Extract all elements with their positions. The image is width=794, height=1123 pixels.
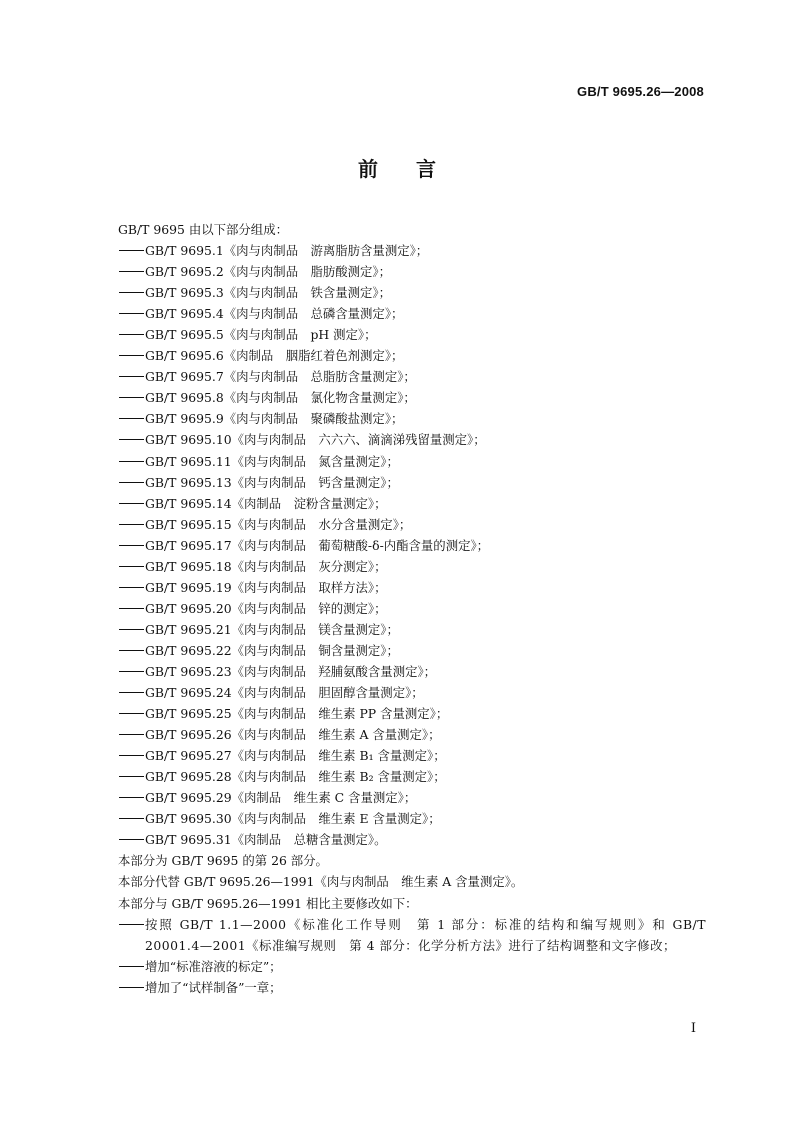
list-item: GB/T 9695.26《肉与肉制品 维生素 A 含量测定》； bbox=[118, 724, 706, 745]
em-dash-mark bbox=[118, 661, 145, 682]
page-number: I bbox=[690, 1021, 696, 1036]
em-dash-mark bbox=[118, 787, 145, 808]
list-item: GB/T 9695.15《肉与肉制品 水分含量测定》； bbox=[118, 514, 706, 535]
em-dash-mark bbox=[118, 724, 145, 745]
em-dash-mark bbox=[118, 956, 145, 977]
em-dash-mark bbox=[118, 240, 145, 261]
parts-list bbox=[118, 240, 706, 850]
em-dash-mark bbox=[118, 514, 145, 535]
em-dash-mark bbox=[118, 977, 145, 998]
em-dash-mark bbox=[118, 640, 145, 661]
em-dash-mark bbox=[118, 261, 145, 282]
list-item: GB/T 9695.24《肉与肉制品 胆固醇含量测定》； bbox=[118, 682, 706, 703]
list-item: GB/T 9695.1《肉与肉制品 游离脂肪含量测定》； bbox=[118, 240, 706, 261]
list-item: GB/T 9695.9《肉与肉制品 聚磷酸盐测定》； bbox=[118, 408, 706, 429]
replaces-statement: 本部分代替 GB/T 9695.26—1991《肉与肉制品 维生素 A 含量测定》。 bbox=[118, 874, 524, 890]
foreword-body bbox=[118, 219, 706, 998]
em-dash-mark bbox=[118, 387, 145, 408]
list-item: GB/T 9695.30《肉与肉制品 维生素 E 含量测定》； bbox=[118, 808, 706, 829]
changes-list bbox=[118, 914, 706, 998]
em-dash-mark bbox=[118, 745, 145, 766]
list-item: GB/T 9695.21《肉与肉制品 镁含量测定》； bbox=[118, 619, 706, 640]
em-dash-mark bbox=[118, 556, 145, 577]
em-dash-mark bbox=[118, 282, 145, 303]
em-dash-mark bbox=[118, 598, 145, 619]
list-item: GB/T 9695.25《肉与肉制品 维生素 PP 含量测定》； bbox=[118, 703, 706, 724]
list-item: GB/T 9695.4《肉与肉制品 总磷含量测定》； bbox=[118, 303, 706, 324]
changes-intro: 本部分与 GB/T 9695.26—1991 相比主要修改如下： bbox=[118, 895, 418, 911]
list-item: GB/T 9695.18《肉与肉制品 灰分测定》； bbox=[118, 556, 706, 577]
list-item: GB/T 9695.22《肉与肉制品 铜含量测定》； bbox=[118, 640, 706, 661]
em-dash-mark bbox=[118, 493, 145, 514]
list-item: GB/T 9695.3《肉与肉制品 铁含量测定》； bbox=[118, 282, 706, 303]
em-dash-mark bbox=[118, 829, 145, 850]
em-dash-mark bbox=[118, 472, 145, 493]
list-item: GB/T 9695.14《肉制品 淀粉含量测定》； bbox=[118, 493, 706, 514]
list-item: GB/T 9695.23《肉与肉制品 羟脯氨酸含量测定》； bbox=[118, 661, 706, 682]
page-title: 前言 bbox=[358, 157, 474, 181]
em-dash-mark bbox=[118, 535, 145, 556]
list-item: GB/T 9695.19《肉与肉制品 取样方法》； bbox=[118, 577, 706, 598]
em-dash-mark bbox=[118, 577, 145, 598]
list-item: GB/T 9695.6《肉制品 胭脂红着色剂测定》； bbox=[118, 345, 706, 366]
em-dash-mark bbox=[118, 324, 145, 345]
em-dash-mark bbox=[118, 808, 145, 829]
em-dash-mark bbox=[118, 703, 145, 724]
list-item: GB/T 9695.29《肉制品 维生素 C 含量测定》； bbox=[118, 787, 706, 808]
list-item: GB/T 9695.2《肉与肉制品 脂肪酸测定》； bbox=[118, 261, 706, 282]
em-dash-mark bbox=[118, 366, 145, 387]
intro-line: GB/T 9695 由以下部分组成： bbox=[118, 222, 288, 237]
em-dash-mark bbox=[118, 429, 145, 450]
em-dash-mark bbox=[118, 408, 145, 429]
em-dash-mark bbox=[118, 914, 145, 956]
list-item: 增加了“试样制备”一章； bbox=[118, 977, 706, 998]
list-item: GB/T 9695.17《肉与肉制品 葡萄糖酸-δ-内酯含量的测定》； bbox=[118, 535, 706, 556]
standard-code-header: GB/T 9695.26—2008 bbox=[577, 84, 704, 99]
part-of-statement: 本部分为 GB/T 9695 的第 26 部分。 bbox=[118, 853, 328, 869]
em-dash-mark bbox=[118, 619, 145, 640]
em-dash-mark bbox=[118, 682, 145, 703]
list-item: GB/T 9695.10《肉与肉制品 六六六、滴滴涕残留量测定》； bbox=[118, 429, 706, 450]
em-dash-mark bbox=[118, 766, 145, 787]
list-item: GB/T 9695.27《肉与肉制品 维生素 B₁ 含量测定》； bbox=[118, 745, 706, 766]
list-item: GB/T 9695.8《肉与肉制品 氯化物含量测定》； bbox=[118, 387, 706, 408]
list-item: 按照 GB/T 1.1—2000《标准化工作导则 第 1 部分：标准的结构和编写规则》和 GB/T 20001.4—2001《标准编写规则 第 4 部分：化学分析方法》进行了结构调整和文字修改； bbox=[118, 914, 706, 956]
em-dash-mark bbox=[118, 303, 145, 324]
list-item: GB/T 9695.20《肉与肉制品 锌的测定》； bbox=[118, 598, 706, 619]
list-item: GB/T 9695.31《肉制品 总糖含量测定》。 bbox=[118, 829, 706, 850]
list-item: GB/T 9695.28《肉与肉制品 维生素 B₂ 含量测定》； bbox=[118, 766, 706, 787]
list-item: GB/T 9695.5《肉与肉制品 pH 测定》； bbox=[118, 324, 706, 345]
list-item: GB/T 9695.13《肉与肉制品 钙含量测定》； bbox=[118, 472, 706, 493]
list-item: GB/T 9695.11《肉与肉制品 氮含量测定》； bbox=[118, 451, 706, 472]
em-dash-mark bbox=[118, 345, 145, 366]
em-dash-mark bbox=[118, 451, 145, 472]
list-item: GB/T 9695.7《肉与肉制品 总脂肪含量测定》； bbox=[118, 366, 706, 387]
list-item: 增加“标准溶液的标定”； bbox=[118, 956, 706, 977]
